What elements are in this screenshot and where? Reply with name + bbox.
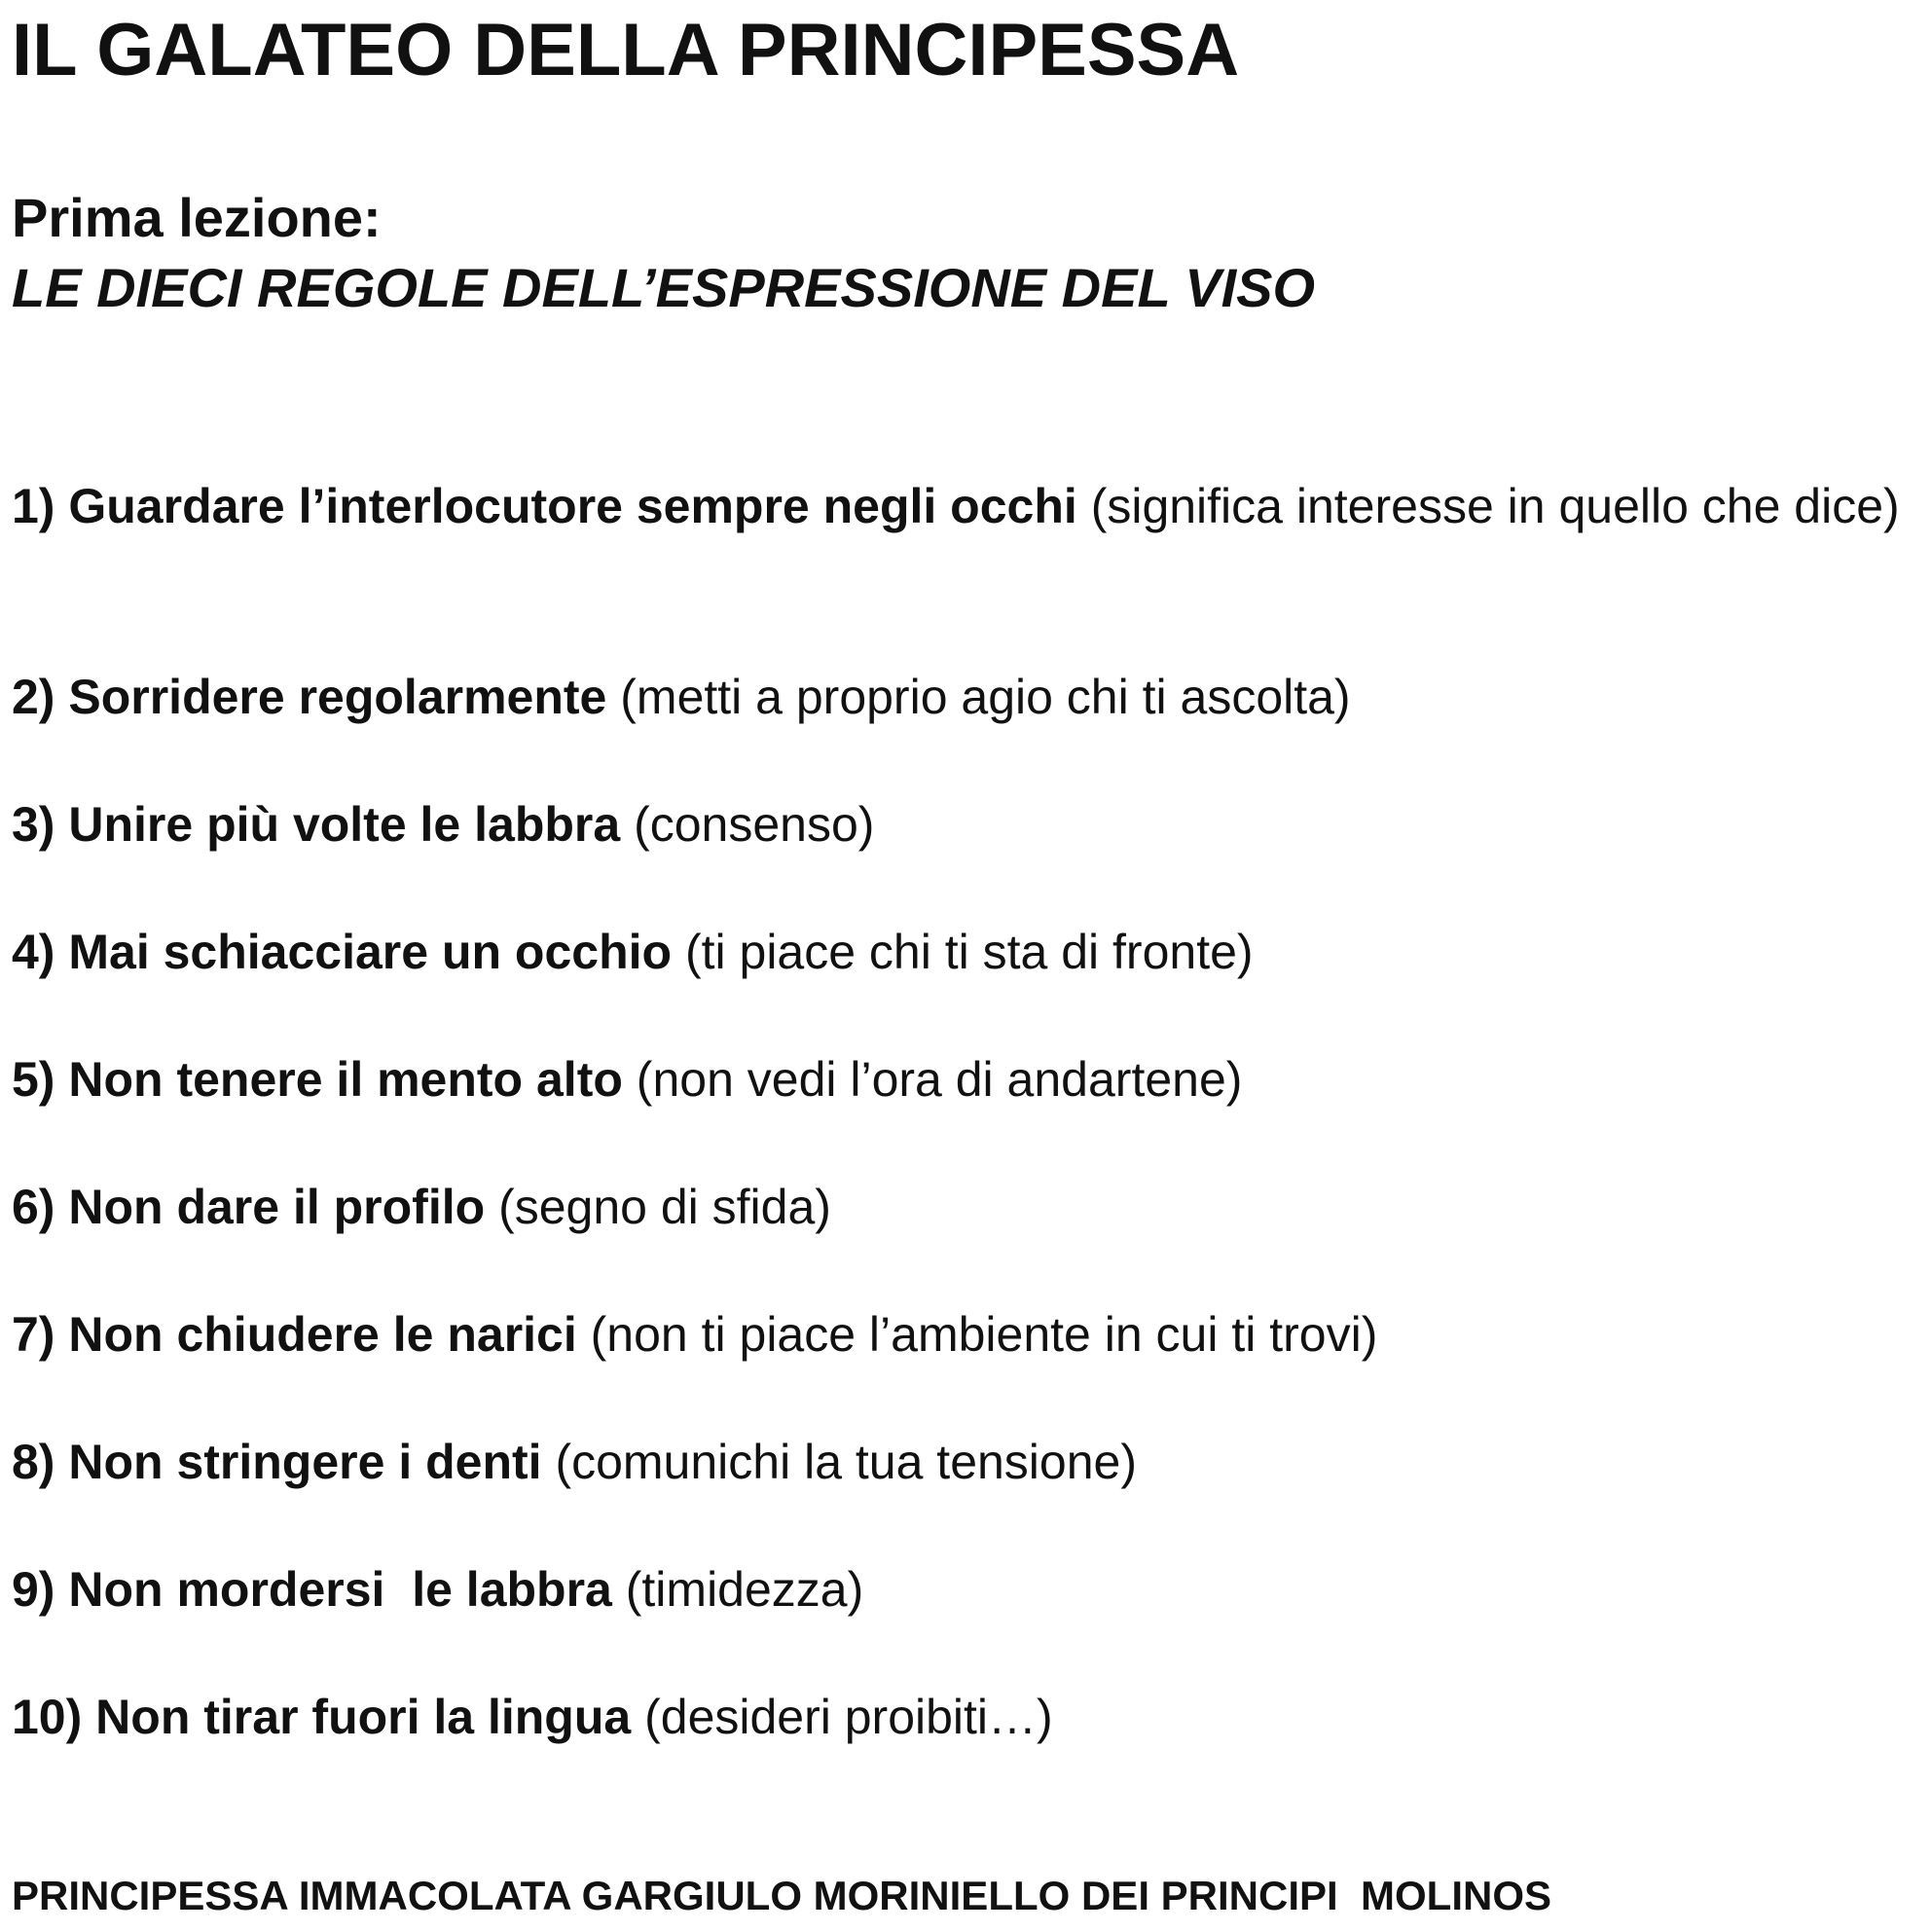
- rule-note: (non vedi l’ora di andartene): [636, 1052, 1243, 1107]
- rule-item: [12, 1047, 1924, 1175]
- rule-text: Non tirar fuori la lingua: [95, 1690, 632, 1744]
- lesson-topic: LE DIECI REGOLE DELL’ESPRESSIONE DEL VISO: [12, 257, 1316, 318]
- rule-item: [12, 1430, 1924, 1557]
- rule-text: Non dare il profilo: [68, 1180, 486, 1234]
- lesson-label: Prima lezione:: [12, 187, 382, 248]
- rule-item: [12, 1685, 1924, 1782]
- rule-item: [12, 474, 1924, 665]
- rule-number: 7): [12, 1307, 55, 1362]
- rule-item: [12, 920, 1924, 1047]
- rule-note: (desideri proibiti…): [644, 1690, 1053, 1744]
- rule-note: (metti a proprio agio chi ti ascolta): [620, 670, 1351, 724]
- rule-item: [12, 792, 1924, 920]
- rule-text: Guardare l’interlocutore sempre negli occhi: [68, 479, 1077, 533]
- rule-text: Unire più volte le labbra: [68, 797, 621, 852]
- rule-text: Sorridere regolarmente: [68, 670, 607, 724]
- rules-list: [12, 474, 1924, 1782]
- rule-text: Non mordersi le labbra: [68, 1562, 612, 1617]
- lesson-heading: [12, 183, 1315, 323]
- rule-number: 8): [12, 1435, 55, 1489]
- rule-item: [12, 1557, 1924, 1685]
- rule-note: (comunichi la tua tensione): [555, 1435, 1137, 1489]
- rule-number: 3): [12, 797, 55, 852]
- rule-item: [12, 665, 1924, 792]
- rule-number: 1): [12, 479, 55, 533]
- rule-note: (segno di sfida): [498, 1180, 831, 1234]
- rule-number: 10): [12, 1690, 83, 1744]
- rule-text: Mai schiacciare un occhio: [68, 925, 673, 979]
- rule-text: Non tenere il mento alto: [68, 1052, 623, 1107]
- rule-note: (timidezza): [625, 1562, 864, 1617]
- rule-text: Non stringere i denti: [68, 1435, 542, 1489]
- rule-item: [12, 1302, 1924, 1430]
- rule-number: 6): [12, 1180, 55, 1234]
- rule-item: [12, 1175, 1924, 1302]
- document-footer: PRINCIPESSA IMMACOLATA GARGIULO MORINIELLO DEI PRINCIPI MOLINOS: [12, 1873, 1552, 1918]
- rule-note: (consenso): [634, 797, 875, 852]
- rule-number: 2): [12, 670, 55, 724]
- rule-text: Non chiudere le narici: [68, 1307, 577, 1362]
- rule-note: (ti piace chi ti sta di fronte): [684, 925, 1254, 979]
- document-title: IL GALATEO DELLA PRINCIPESSA: [12, 9, 1240, 91]
- rule-number: 9): [12, 1562, 55, 1617]
- rule-note: (significa interesse in quello che dice): [1090, 479, 1900, 533]
- rule-number: 4): [12, 925, 55, 979]
- rule-number: 5): [12, 1052, 55, 1107]
- rule-note: (non ti piace l’ambiente in cui ti trovi): [590, 1307, 1378, 1362]
